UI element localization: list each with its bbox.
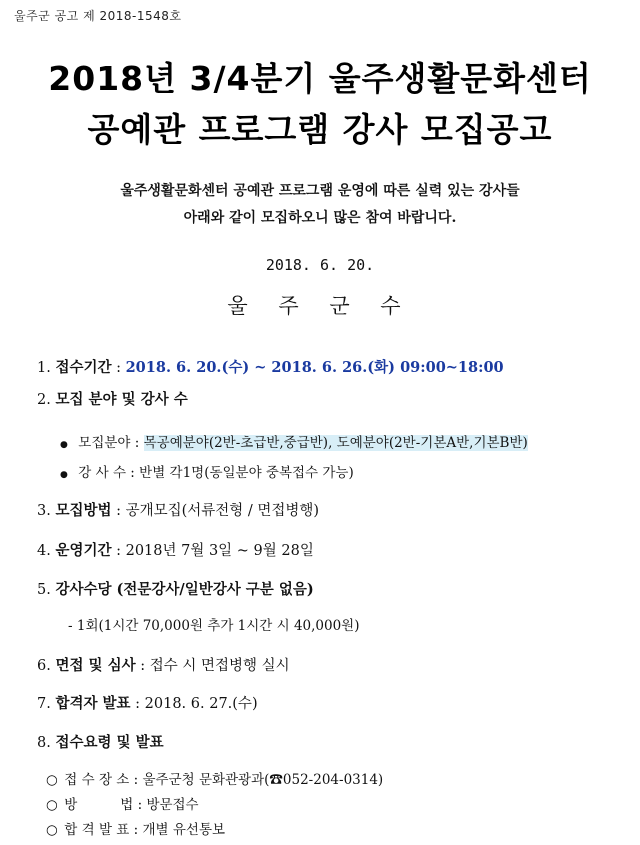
item-number: 8. [37,735,51,751]
item-number: 6. [37,658,51,674]
item-application-guide [37,731,164,752]
item-recruit-field [37,388,188,409]
item-interview [37,654,290,675]
item-separator: : [140,658,150,674]
guide-value: 개별 유선통보 [142,822,226,838]
item-separator: : [116,360,126,376]
guide-row-place: ○ 접 수 장 소 : 울주군청 문화관광과(☎052-204-0314) [46,772,384,788]
guide-value: 방문접수 [146,797,199,813]
item-operation-period [37,539,314,560]
circle-bullet-icon: ○ [46,822,58,838]
item-label: 운영기간 [55,542,112,559]
guide-row-result: ○ 합 격 발 표 : 개별 유선통보 [46,822,226,838]
guide-row-method: ○ 방 법 : 방문접수 [46,797,199,813]
item-number: 5. [37,582,51,598]
bullet-icon: ● [60,470,68,480]
item-number: 2. [37,392,51,408]
intro-line-2: 아래와 같이 모집하오니 많은 참여 바랍니다. [183,210,457,226]
notice-number: 울주군 공고 제 2018-1548호 [14,9,182,23]
issuer: 울 주 군 수 [227,294,413,318]
circle-bullet-icon: ○ [46,797,58,813]
guide-value: 울주군청 문화관광과(☎052-204-0314) [142,772,384,788]
item-announcement [37,692,258,713]
item-recruit-method [37,499,319,520]
guide-label: 합 격 발 표 [64,822,130,838]
field-label: 모집분야 [78,435,131,451]
instructor-count-row: ● 강 사 수 : 반별 각1명(동일분야 중복접수 가능) [60,465,354,481]
item-instructor-fee [37,578,314,599]
intro-line-1: 울주생활문화센터 공예관 프로그램 운영에 따른 실력 있는 강사들 [120,183,520,199]
item-separator: : [116,503,126,519]
item-label: 강사수당 (전문강사/일반강사 구분 없음) [55,581,314,598]
guide-label: 접 수 장 소 [64,772,130,788]
field-value: 목공예분야(2반-초급반,중급반), 도예분야(2반-기본A반,기본B반) [143,435,528,451]
item-label: 면접 및 심사 [55,657,136,674]
item-value: 접수 시 면접병행 실시 [149,658,290,674]
count-label: 강 사 수 [78,465,127,481]
item-separator: : [135,696,145,712]
item-value: 2018년 7월 3일 ~ 9월 28일 [125,543,314,559]
item-reception-period [37,356,504,377]
notice-date: 2018. 6. 20. [265,256,375,274]
circle-bullet-icon: ○ [46,772,58,788]
item-label: 모집방법 [55,502,112,519]
item-number: 1. [37,360,51,376]
item-label: 모집 분야 및 강사 수 [55,391,188,408]
item-value: 2018. 6. 20.(수) ~ 2018. 6. 26.(화) 09:00~18:00 [125,359,504,376]
item-label: 합격자 발표 [55,695,131,712]
field-row: ● 모집분야 : 목공예분야(2반-초급반,중급반), 도예분야(2반-기본A반,기본B반) [60,435,528,451]
title-line-2: 공예관 프로그램 강사 모집공고 [87,110,553,149]
item-label: 접수요령 및 발표 [55,734,164,751]
item-separator: : [116,543,126,559]
item-number: 4. [37,543,51,559]
count-value: 반별 각1명(동일분야 중복접수 가능) [139,465,354,481]
bullet-icon: ● [60,440,68,450]
item-number: 3. [37,503,51,519]
fee-detail: - 1회(1시간 70,000원 추가 1시간 시 40,000원) [68,618,360,634]
item-number: 7. [37,696,51,712]
title-line-1: 2018년 3/4분기 울주생활문화센터 [48,59,592,98]
item-value: 공개모집(서류전형 / 면접병행) [125,503,320,519]
item-value: 2018. 6. 27.(수) [144,696,258,712]
guide-label: 방 법 [64,797,134,813]
item-label: 접수기간 [55,359,112,376]
